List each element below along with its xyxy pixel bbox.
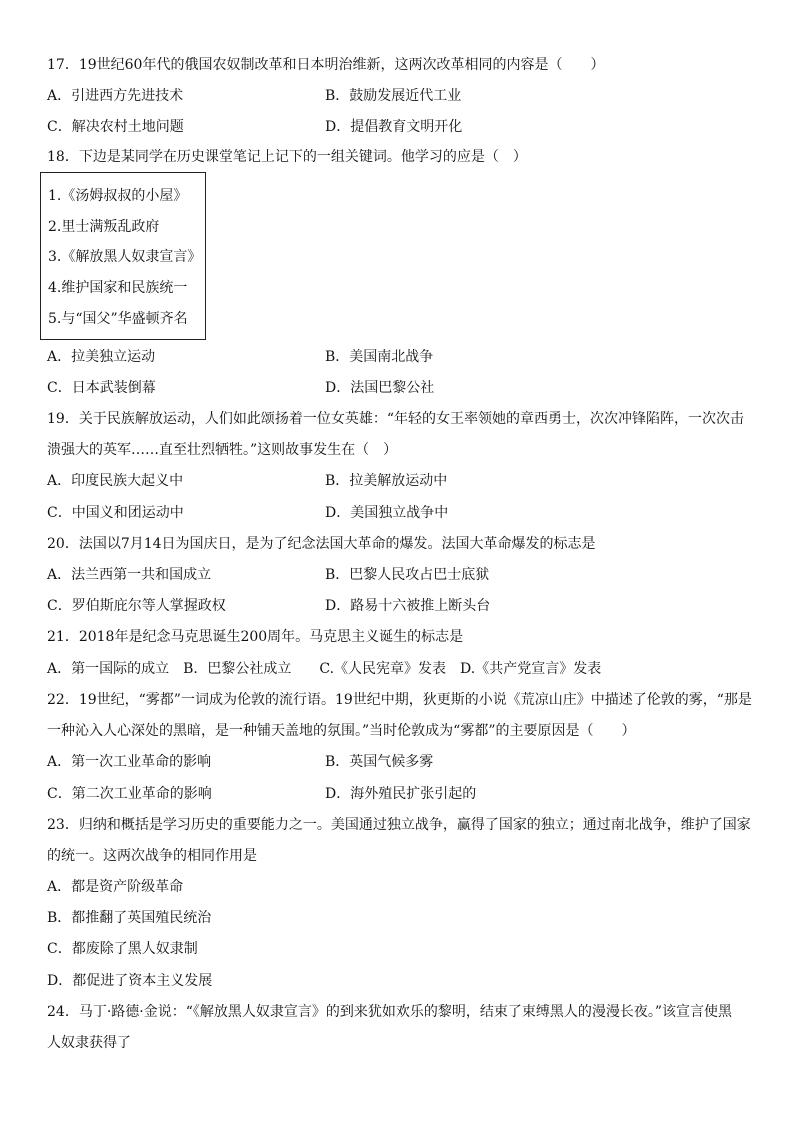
question-19-option-b: B．拉美解放运动中 [325,473,448,489]
question-23-stem-line-2: 的统一。这两次战争的相同作用是 [47,848,257,864]
question-22-option-d: D．海外殖民扩张引起的 [325,786,477,802]
question-21-options: A．第一国际的成立 B．巴黎公社成立 C.《人民宪章》发表 D.《共产党宣言》发表 [47,661,602,677]
question-22-option-b: B．英国气候多雾 [325,754,434,770]
question-19-option-d: D．美国独立战争中 [325,505,449,521]
keyword-1: 1.《汤姆叔叔的小屋》 [48,188,188,204]
question-23-option-a: A．都是资产阶级革命 [47,879,184,895]
question-18-option-d: D．法国巴黎公社 [325,380,435,396]
keyword-4: 4.维护国家和民族统一 [48,280,188,296]
keyword-box [40,172,206,340]
question-20-stem: 20．法国以7月14日为国庆日，是为了纪念法国大革命的爆发。法国大革命爆发的标志是 [47,536,596,552]
question-23-stem-line-1: 23．归纳和概括是学习历史的重要能力之一。美国通过独立战争，赢得了国家的独立；通过南北战争，维护了国家 [47,817,751,833]
question-24-stem-line-1: 24．马丁·路德·金说：“《解放黑人奴隶宣言》的到来犹如欢乐的黎明，结束了束缚黑人的漫漫长夜。”该宣言使黑 [47,1004,733,1020]
question-19-stem-line-2: 溃强大的英军……直至壮烈牺牲。”这则故事发生在（ ） [47,442,398,458]
keyword-5: 5.与“国父”华盛顿齐名 [48,311,188,327]
question-17-option-a: A．引进西方先进技术 [47,88,184,104]
keyword-3: 3.《解放黑人奴隶宣言》 [48,249,202,265]
question-21-stem: 21．2018年是纪念马克思诞生200周年。马克思主义诞生的标志是 [47,629,464,645]
question-22-stem-line-2: 一种沁入人心深处的黑暗，是一种铺天盖地的氛围。”当时伦敦成为“雾都”的主要原因是（ ） [47,723,636,739]
question-18-option-c: C．日本武装倒幕 [47,380,156,396]
question-17-option-c: C．解决农村土地问题 [47,119,184,135]
question-23-option-d: D．都促进了资本主义发展 [47,973,213,989]
question-20-option-c: C．罗伯斯庇尔等人掌握政权 [47,598,226,614]
question-22-option-a: A．第一次工业革命的影响 [47,754,212,770]
question-17-stem: 17．19世纪60年代的俄国农奴制改革和日本明治维新，这两次改革相同的内容是（ ） [47,57,605,73]
question-19-option-c: C．中国义和团运动中 [47,505,184,521]
question-18-option-b: B．美国南北战争 [325,349,434,365]
question-17-option-b: B．鼓励发展近代工业 [325,88,462,104]
question-24-stem-line-2: 人奴隶获得了 [47,1035,131,1051]
question-19-option-a: A．印度民族大起义中 [47,473,184,489]
question-20-option-d: D．路易十六被推上断头台 [325,598,491,614]
question-18-option-a: A．拉美独立运动 [47,349,156,365]
question-22-option-c: C．第二次工业革命的影响 [47,786,212,802]
question-23-option-c: C．都废除了黑人奴隶制 [47,941,198,957]
question-23-option-b: B．都推翻了英国殖民统治 [47,910,212,926]
question-22-stem-line-1: 22．19世纪，“雾都”一词成为伦敦的流行语。19世纪中期，狄更斯的小说《荒凉山庄》中描述了伦敦的雾，“那是 [47,692,752,708]
question-18-stem: 18．下边是某同学在历史课堂笔记上记下的一组关键词。他学习的应是（ ） [47,149,527,165]
keyword-2: 2.里士满叛乱政府 [48,219,160,235]
question-17-option-d: D．提倡教育文明开化 [325,119,463,135]
question-20-option-a: A．法兰西第一共和国成立 [47,567,212,583]
question-19-stem-line-1: 19．关于民族解放运动，人们如此颂扬着一位女英雄：“年轻的女王率领她的章西勇士，次次冲锋陷阵，一次次击 [47,411,744,427]
question-20-option-b: B．巴黎人民攻占巴士底狱 [325,567,490,583]
